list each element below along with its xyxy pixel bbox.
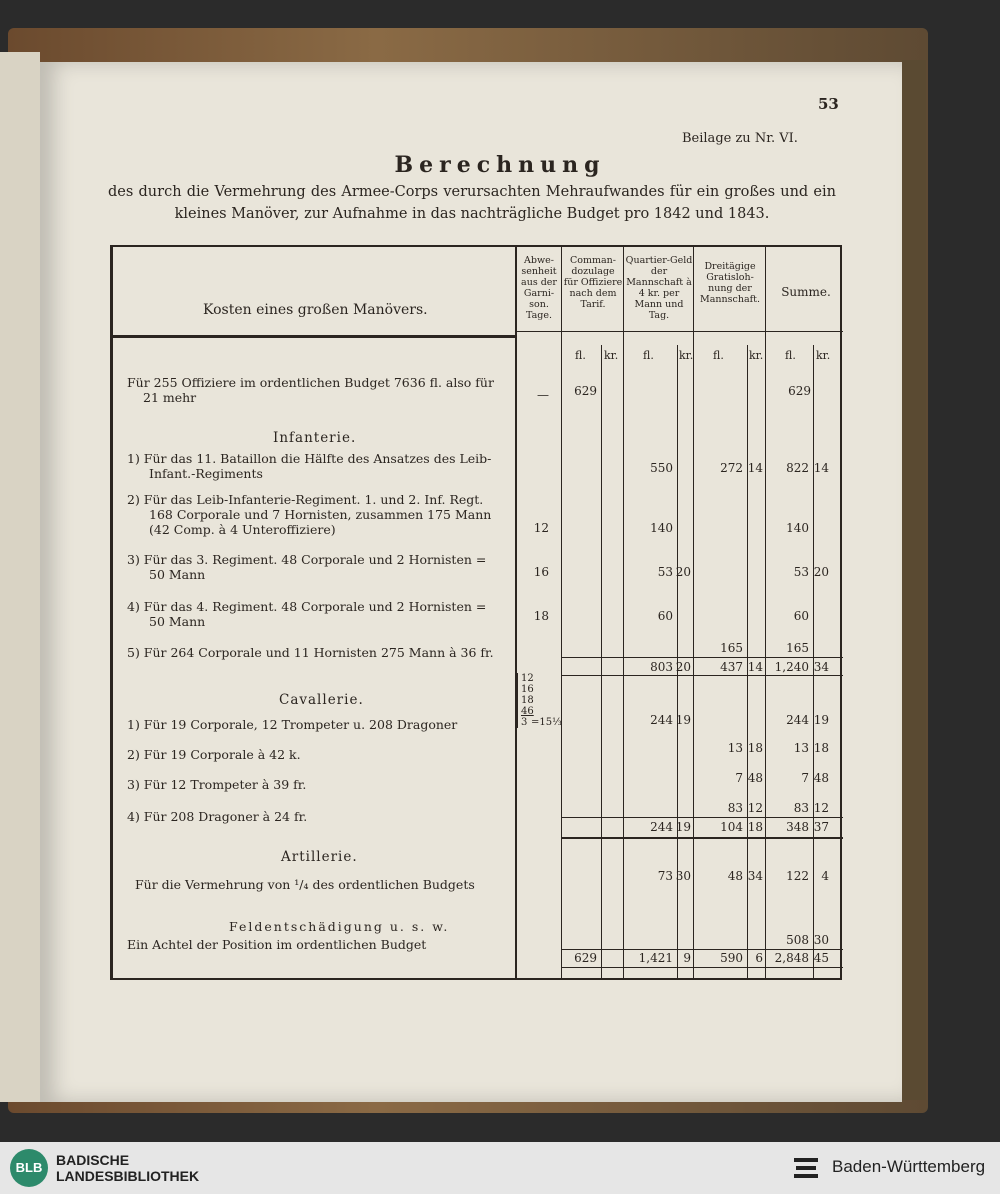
cell: 244 <box>650 713 673 727</box>
row-label: 50 Mann <box>149 567 206 582</box>
cell: 508 <box>786 933 809 947</box>
section-infanterie: Infanterie. <box>273 430 357 446</box>
cell: 348 <box>786 820 809 834</box>
unit-fl: fl. <box>575 349 586 362</box>
cell: 53 <box>657 565 673 579</box>
cell: 60 <box>657 609 673 623</box>
cell: 165 <box>786 641 809 655</box>
cell: 19 <box>813 713 829 727</box>
cell: 272 <box>720 461 743 475</box>
cell: 7 <box>801 771 809 785</box>
cell: 13 <box>727 741 743 755</box>
cell: 48 <box>747 771 763 785</box>
cell: 18 <box>747 820 763 834</box>
header-quartiergeld: Quartier-Geld der Mannschaft à 4 kr. per Mann und Tag. <box>625 255 693 321</box>
cell: 12 <box>533 521 549 535</box>
row-label: 50 Mann <box>149 614 206 629</box>
row-label: Ein Achtel der Position im ordentlichen Budget <box>127 937 427 952</box>
page-edges <box>902 60 926 1100</box>
unit-kr: kr. <box>604 349 619 362</box>
header-gratislohnung: Dreitägige Gratisloh-nung der Mannschaft. <box>700 261 760 305</box>
header-kosten: Kosten eines großen Manövers. <box>203 302 428 318</box>
cell: 83 <box>793 801 809 815</box>
cell: 83 <box>727 801 743 815</box>
cell: 550 <box>650 461 673 475</box>
cell: 629 <box>788 384 811 398</box>
cell: 7 <box>735 771 743 785</box>
row-label: Für die Vermehrung von ¹/₄ des ordentlichen Budgets <box>135 877 475 892</box>
header-abwesenheit: Abwe-senheit aus der Garni-son. Tage. <box>521 255 557 321</box>
row-label: 2) Für das Leib-Infanterie-Regiment. 1. und 2. Inf. Regt. <box>127 492 484 507</box>
unit-kr: kr. <box>679 349 694 362</box>
page-number: 53 <box>818 95 839 113</box>
header-summe: Summe. <box>781 285 831 299</box>
cell: 30 <box>675 869 691 883</box>
cell: 822 <box>786 461 809 475</box>
row-label: 2) Für 19 Corporale à 42 k. <box>127 747 301 762</box>
blb-logo-icon[interactable]: BLB <box>10 1149 48 1187</box>
cell: 20 <box>813 565 829 579</box>
cell: — <box>537 388 549 402</box>
cell: 18 <box>747 741 763 755</box>
cell: 165 <box>720 641 743 655</box>
cell: 140 <box>650 521 673 535</box>
cell: 60 <box>793 609 809 623</box>
document-title: Berechnung <box>394 152 606 178</box>
cell: 20 <box>675 660 691 674</box>
cell: 14 <box>747 660 763 674</box>
cell: 12 <box>747 801 763 815</box>
cell: 30 <box>813 933 829 947</box>
row-label: 5) Für 264 Corporale und 11 Hornisten 275 Mann à 36 fr. <box>127 645 494 660</box>
cell: 14 <box>813 461 829 475</box>
row-label: Für 255 Offiziere im ordentlichen Budget 7636 fl. also für <box>127 375 494 390</box>
cavallerie-brace: 12 16 18 46 3 <box>517 673 534 728</box>
section-artillerie: Artillerie. <box>281 849 358 865</box>
row-label: (42 Comp. à 4 Unteroffiziere) <box>149 522 336 537</box>
cell: 53 <box>793 565 809 579</box>
cell: 1,240 <box>774 660 809 674</box>
cell: 244 <box>786 713 809 727</box>
section-feldentschaedigung: Feldentschädigung u. s. w. <box>229 919 450 934</box>
cell: 244 <box>650 820 673 834</box>
cell: 4 <box>821 869 829 883</box>
cell: 437 <box>720 660 743 674</box>
cell: 140 <box>786 521 809 535</box>
row-label: 4) Für 208 Dragoner à 24 fr. <box>127 809 308 824</box>
cell: 48 <box>727 869 743 883</box>
unit-fl: fl. <box>643 349 654 362</box>
cell: 19 <box>675 713 691 727</box>
row-label: 4) Für das 4. Regiment. 48 Corporale und 2 Hornisten = <box>127 599 487 614</box>
cell: 18 <box>813 741 829 755</box>
blb-name[interactable]: BADISCHE LANDESBIBLIOTHEK <box>56 1152 200 1184</box>
footer-bar <box>0 1142 1000 1194</box>
cell: 37 <box>813 820 829 834</box>
row-label: Infant.-Regiments <box>149 466 263 481</box>
baden-wuerttemberg-label[interactable]: Baden-Württemberg <box>832 1157 986 1176</box>
row-label: 1) Für das 11. Bataillon die Hälfte des Ansatzes des Leib- <box>127 451 492 466</box>
row-label: 168 Corporale und 7 Hornisten, zusammen 175 Mann <box>149 507 492 522</box>
cost-table <box>110 245 842 980</box>
cell: 6 <box>755 951 763 965</box>
cell: =15⅓ <box>531 717 562 728</box>
cell: 16 <box>533 565 549 579</box>
cell: 73 <box>657 869 673 883</box>
coat-of-arms-icon <box>790 1152 822 1184</box>
cell: 19 <box>675 820 691 834</box>
cell: 20 <box>675 565 691 579</box>
header-commandozulage: Comman-dozulage für Offiziere nach dem Tarif. <box>563 255 623 310</box>
unit-fl: fl. <box>785 349 796 362</box>
cell: 803 <box>650 660 673 674</box>
cell: 104 <box>720 820 743 834</box>
row-label: 1) Für 19 Corporale, 12 Trompeter u. 208 Dragoner <box>127 717 458 732</box>
cell: 34 <box>747 869 763 883</box>
cell: 629 <box>574 951 597 965</box>
cell: 122 <box>786 869 809 883</box>
appendix-reference: Beilage zu Nr. VI. <box>682 131 798 146</box>
row-label: 21 mehr <box>143 390 197 405</box>
cell: 18 <box>533 609 549 623</box>
unit-kr: kr. <box>749 349 764 362</box>
cell: 13 <box>793 741 809 755</box>
cell: 590 <box>720 951 743 965</box>
cell: 629 <box>574 384 597 398</box>
cell: 34 <box>813 660 829 674</box>
row-label: 3) Für 12 Trompeter à 39 fr. <box>127 777 307 792</box>
cell: 12 <box>813 801 829 815</box>
left-page-edge <box>0 52 40 1102</box>
section-cavallerie: Cavallerie. <box>279 692 364 708</box>
unit-kr: kr. <box>816 349 831 362</box>
document-subtitle: des durch die Vermehrung des Armee-Corps verursachten Mehraufwandes für ein großes und ein kleines Manöver, zur Aufnahme in das nachträgliche Budget pro 1842 und 1843. <box>108 184 836 222</box>
cell: 2,848 <box>774 951 809 965</box>
cell: 45 <box>813 951 829 965</box>
cell: 9 <box>683 951 691 965</box>
unit-fl: fl. <box>713 349 724 362</box>
cell: 1,421 <box>638 951 673 965</box>
cell: 14 <box>747 461 763 475</box>
cell: 48 <box>813 771 829 785</box>
row-label: 3) Für das 3. Regiment. 48 Corporale und 2 Hornisten = <box>127 552 487 567</box>
